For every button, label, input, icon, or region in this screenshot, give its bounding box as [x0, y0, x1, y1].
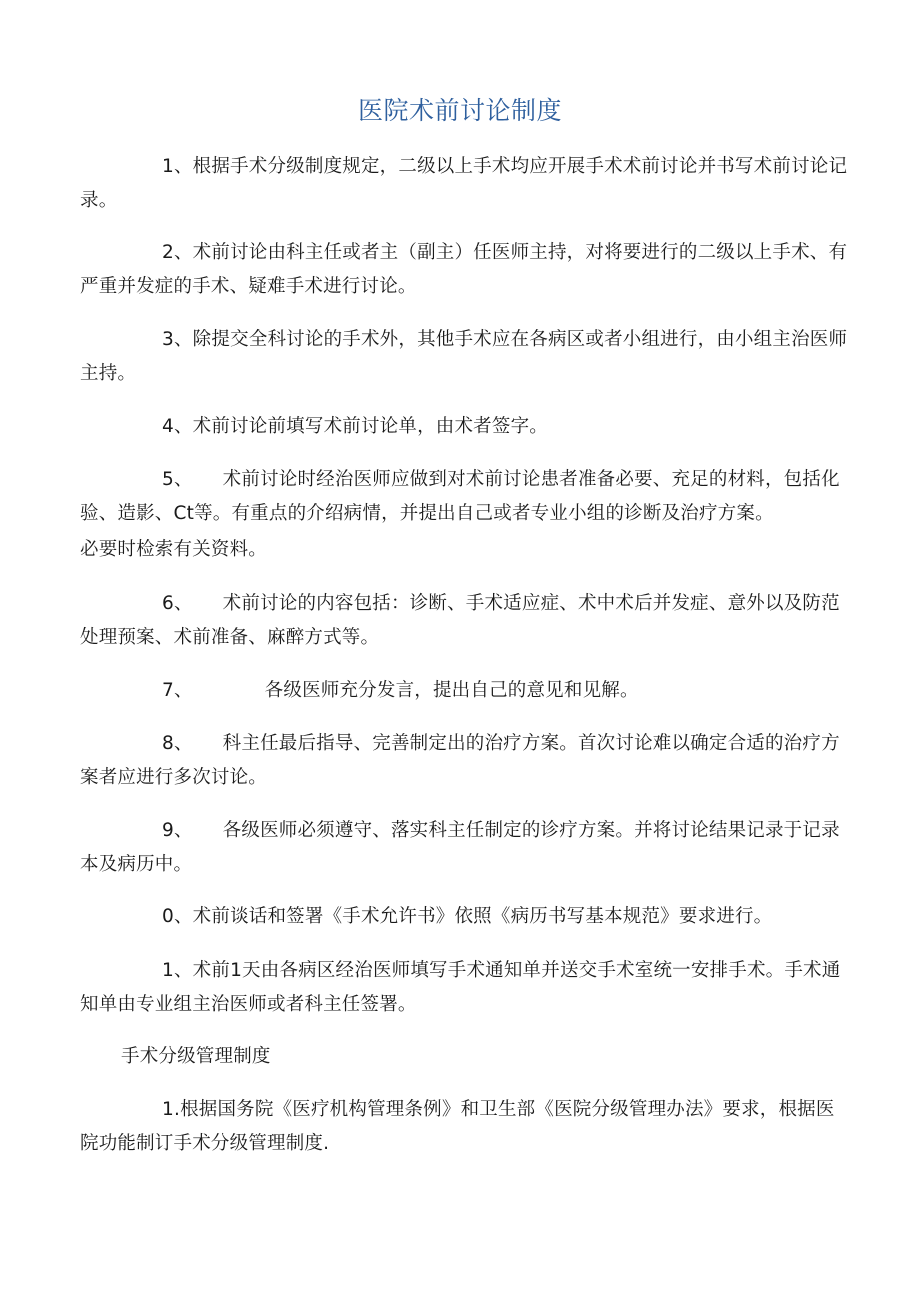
paragraph-text: 术前讨论由科主任或者主（副主）任医师主持，对将要进行的二级以上手术、有严重并发症的手术、疑难手术进行讨论。 — [80, 242, 848, 297]
paragraph-1 — [80, 150, 850, 218]
paragraph-number: 0、 — [162, 906, 193, 927]
paragraph-text: 各级医师必须遵守、落实科主任制定的诊疗方案。并将讨论结果记录于记录本及病历中。 — [80, 820, 840, 875]
paragraph-text: 根据国务院《医疗机构管理条例》和卫生部《医院分级管理办法》要求，根据医院功能制订手术分级管理制度. — [80, 1099, 835, 1154]
paragraph-5 — [80, 463, 850, 531]
paragraph-5-extra — [80, 533, 850, 567]
paragraph-text: 术前讨论的内容包括：诊断、手术适应症、术中术后并发症、意外以及防范处理预案、术前准备、麻醉方式等。 — [80, 593, 840, 648]
section-paragraph-1 — [80, 1093, 850, 1161]
paragraph-number: 9、 — [162, 820, 193, 841]
paragraph-11 — [80, 954, 850, 1022]
paragraph-7 — [80, 674, 850, 708]
paragraph-text: 科主任最后指导、完善制定出的治疗方案。首次讨论难以确定合适的治疗方案者应进行多次讨论。 — [80, 733, 840, 788]
paragraph-number: 1. — [162, 1099, 181, 1120]
paragraph-8 — [80, 727, 850, 795]
paragraph-number: 5、 — [162, 469, 193, 490]
paragraph-text: 术前讨论时经治医师应做到对术前讨论患者准备必要、充足的材料，包括化验、造影、Ct等。有重点的介绍病情，并提出自己或者专业小组的诊断及治疗方案。 — [80, 469, 840, 524]
section-heading — [80, 1040, 850, 1074]
paragraph-10 — [80, 900, 850, 934]
paragraph-text: 术前1天由各病区经治医师填写手术通知单并送交手术室统一安排手术。手术通知单由专业组主治医师或者科主任签署。 — [80, 960, 841, 1015]
paragraph-number: 7、 — [162, 680, 193, 701]
paragraph-number: 1、 — [162, 960, 193, 981]
paragraph-text: 必要时检索有关资料。 — [80, 539, 268, 560]
paragraph-number: 8、 — [162, 733, 193, 754]
paragraph-3 — [80, 323, 850, 391]
section-heading-text: 手术分级管理制度 — [121, 1046, 271, 1067]
paragraph-text: 术前谈话和签署《手术允许书》依照《病历书写基本规范》要求进行。 — [192, 906, 773, 927]
paragraph-text: 根据手术分级制度规定，二级以上手术均应开展手术术前讨论并书写术前讨论记录。 — [80, 156, 848, 211]
paragraph-6 — [80, 587, 850, 655]
paragraph-9 — [80, 814, 850, 882]
paragraph-text: 各级医师充分发言，提出自己的意见和见解。 — [264, 680, 639, 701]
paragraph-2 — [80, 236, 850, 304]
paragraph-text: 除提交全科讨论的手术外，其他手术应在各病区或者小组进行，由小组主治医师主持。 — [80, 329, 848, 384]
paragraph-number: 6、 — [162, 593, 193, 614]
paragraph-4 — [80, 410, 850, 444]
paragraph-number: 1、 — [162, 156, 193, 177]
document-title: 医院术前讨论制度 — [357, 96, 562, 125]
paragraph-text: 术前讨论前填写术前讨论单，由术者签字。 — [192, 416, 548, 437]
paragraph-number: 2、 — [162, 242, 193, 263]
paragraph-number: 4、 — [162, 416, 193, 437]
paragraph-number: 3、 — [162, 329, 193, 350]
